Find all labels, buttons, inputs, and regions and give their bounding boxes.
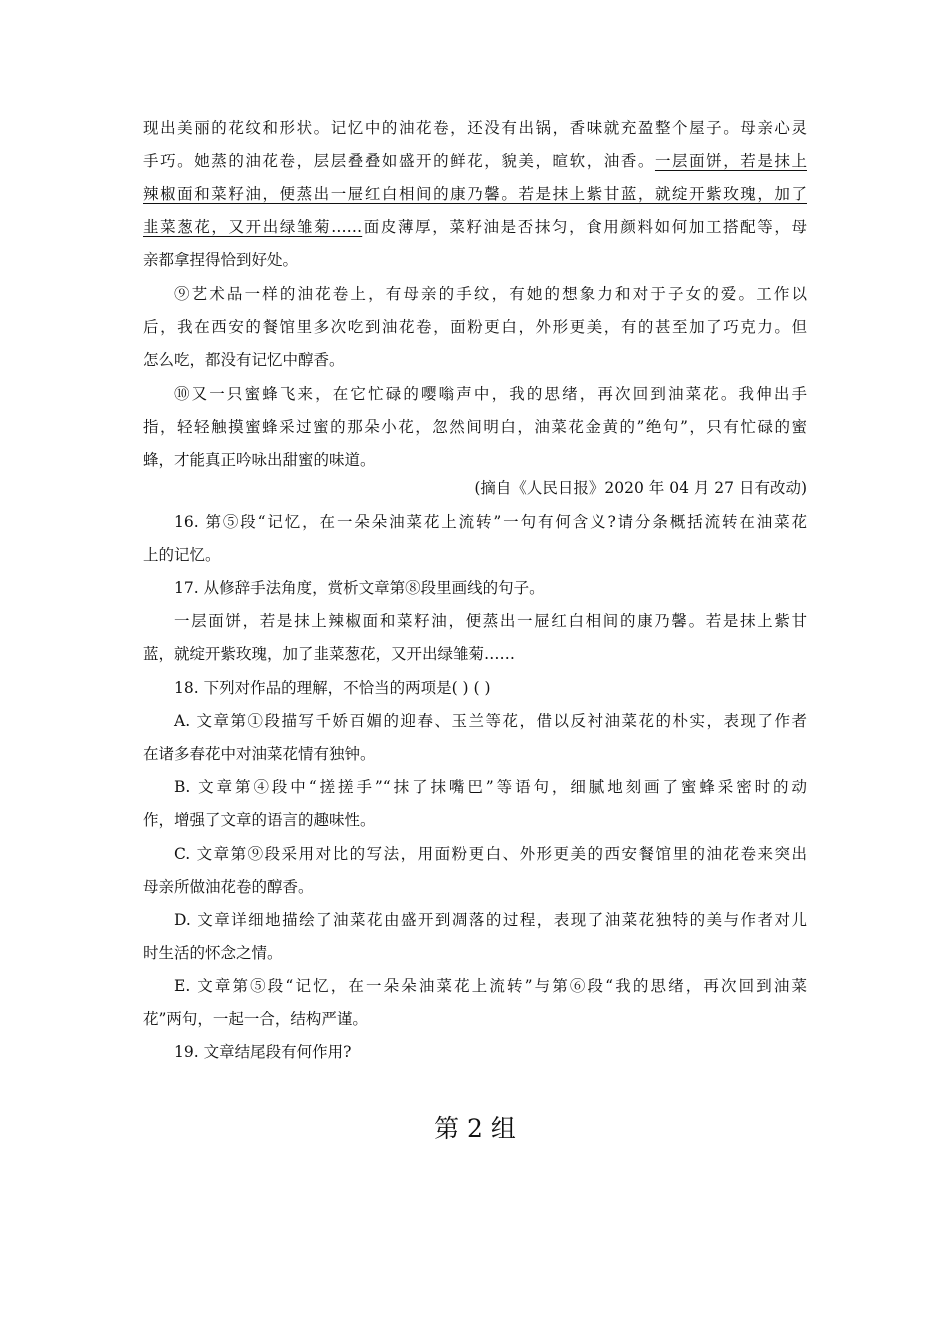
- option-e-line-1: [174, 975, 807, 997]
- p8-line-4-plain: 面皮薄厚，菜籽油是否抹匀，食用颜料如何加工搭配等，母: [362, 218, 807, 236]
- question-18-stem: 18. 下列对作品的理解，不恰当的两项是( ) ( ): [174, 679, 491, 697]
- question-17: 17. 从修辞手法角度，赏析文章第⑧段里画线的句子。: [174, 579, 545, 597]
- source-citation: (摘自《人民日报》2020 年 04 月 27 日有改动): [474, 479, 807, 497]
- p9-line-2: 后，我在西安的餐馆里多次吃到油花卷，面粉更白，外形更美，有的甚至加了巧克力。但: [143, 318, 807, 336]
- option-c-line-2: 母亲所做油花卷的醇香。: [143, 878, 314, 896]
- p8-line-2-plain: 手巧。她蒸的油花卷，层层叠叠如盛开的鲜花，貌美，暄软，油香。: [143, 152, 655, 170]
- group-heading: 第 2 组: [434, 1114, 516, 1143]
- p8-line-4: [143, 216, 807, 238]
- option-b-text: B. 文章第④段中“搓搓手”“抹了抹嘴巴”等语句，细腻地刻画了蜜蜂采密时的动: [174, 778, 807, 796]
- p10-line-3: 蜂，才能真正吟咏出甜蜜的味道。: [143, 451, 376, 469]
- p10-line-1: [174, 383, 807, 405]
- option-d-line-1: [174, 909, 807, 931]
- underlined-sentence-part-3: 韭菜葱花，又开出绿雏菊……: [143, 218, 363, 236]
- question-19: 19. 文章结尾段有何作用?: [174, 1043, 352, 1061]
- question-17-quote-line-1: [174, 610, 807, 632]
- question-16-line-2: 上的记忆。: [143, 546, 221, 564]
- option-e-text: E. 文章第⑤段“记忆，在一朵朵油菜花上流转”与第⑥段“我的思绪，再次回到油菜: [174, 977, 807, 995]
- p9-line-3: 怎么吃，都没有记忆中醇香。: [143, 351, 345, 369]
- question-17-quote-line-2: 蓝，就绽开紫玫瑰，加了韭菜葱花，又开出绿雏菊……: [143, 645, 516, 663]
- p9-line-1: [174, 283, 807, 305]
- p8-line-2: [143, 150, 807, 172]
- p10-line-2: 指，轻轻触摸蜜蜂采过蜜的那朵小花，忽然间明白，油菜花金黄的”绝句”，只有忙碌的蜜: [143, 418, 807, 436]
- option-a-line-1: [174, 710, 807, 732]
- option-a-text: A. 文章第①段描写千娇百媚的迎春、玉兰等花，借以反衬油菜花的朴实，表现了作者: [174, 712, 807, 730]
- question-16-text: 16. 第⑤段“记忆，在一朵朵油菜花上流转”一句有何含义?请分条概括流转在油菜花: [174, 513, 807, 531]
- question-16-line-1: [174, 511, 807, 533]
- option-a-line-2: 在诸多春花中对油菜花情有独钟。: [143, 745, 376, 763]
- p8-line-1: 现出美丽的花纹和形状。记忆中的油花卷，还没有出锅，香味就充盈整个屋子。母亲心灵: [143, 119, 807, 137]
- option-c-line-1: [174, 843, 807, 865]
- option-b-line-2: 作，增强了文章的语言的趣味性。: [143, 811, 376, 829]
- question-17-quote-text: 一层面饼，若是抹上辣椒面和菜籽油，便蒸出一屉红白相间的康乃馨。若是抹上紫甘: [174, 612, 807, 630]
- p8-line-5: 亲都拿捏得恰到好处。: [143, 251, 299, 269]
- p9-line-1-text: ⑨艺术品一样的油花卷上，有母亲的手纹，有她的想象力和对于子女的爱。工作以: [174, 285, 807, 303]
- option-d-text: D. 文章详细地描绘了油菜花由盛开到凋落的过程，表现了油菜花独特的美与作者对儿: [174, 911, 807, 929]
- option-b-line-1: [174, 776, 807, 798]
- underlined-sentence-part-1: 一层面饼，若是抹上: [654, 152, 807, 170]
- option-d-line-2: 时生活的怀念之情。: [143, 944, 283, 962]
- p10-line-1-text: ⑩又一只蜜蜂飞来，在它忙碌的嘤嗡声中，我的思绪，再次回到油菜花。我伸出手: [174, 385, 807, 403]
- option-c-text: C. 文章第⑨段采用对比的写法，用面粉更白、外形更美的西安餐馆里的油花卷来突出: [174, 845, 807, 863]
- option-e-line-2: 花”两句，一起一合，结构严谨。: [143, 1010, 368, 1028]
- underlined-sentence-part-2: 辣椒面和菜籽油，便蒸出一屉红白相间的康乃馨。若是抹上紫甘蓝，就绽开紫玫瑰，加了: [143, 185, 807, 203]
